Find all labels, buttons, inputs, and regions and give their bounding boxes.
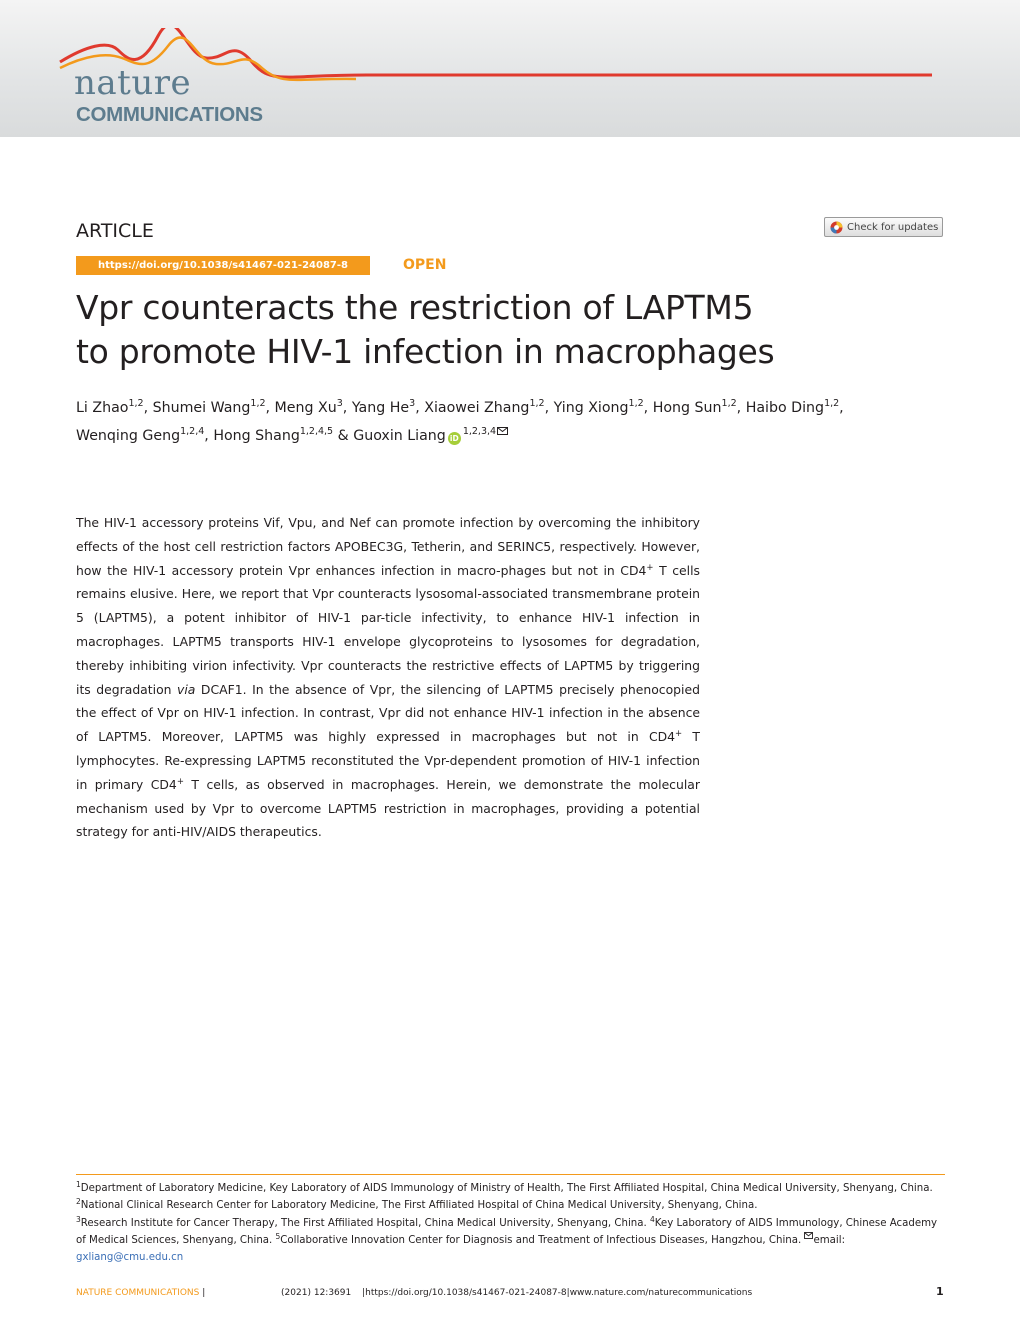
journal-logo-communications: COMMUNICATIONS <box>76 103 263 126</box>
open-access-label: OPEN <box>403 257 447 273</box>
footer-separator: | <box>199 1288 206 1298</box>
author-name[interactable]: Shumei Wang <box>152 400 251 416</box>
author-affiliation: 1,2 <box>250 398 266 409</box>
journal-header-band <box>0 0 1020 137</box>
footnote-number: 3 <box>76 1214 81 1224</box>
author-affiliation: 1,2 <box>628 398 644 409</box>
check-for-updates-label: Check for updates <box>847 221 939 233</box>
author-affiliation: 1,2 <box>128 398 144 409</box>
footer-journal-name: NATURE COMMUNICATIONS <box>76 1288 200 1298</box>
journal-logo-nature: nature <box>74 63 192 103</box>
crossmark-icon <box>830 221 843 234</box>
author-affiliation: 1,2,3,4 <box>462 426 497 437</box>
author-separator: , <box>143 400 153 416</box>
abstract-text: DCAF1. In the absence of Vpr, the silencing of LAPTM5 precisely phenocopied the effect of Vpr on HIV-1 infection. In contrast, Vpr did not enhance HIV-1 infection in the absence of LAPTM5. Moreover, LAPTM5 was highly expressed in macrophages but not in CD4 <box>76 681 700 745</box>
email-label: email: <box>813 1234 845 1246</box>
affiliation-text: National Clinical Research Center for Laboratory Medicine, The First Affiliated Hospital of China Medical University, Shenyang, China. <box>80 1200 758 1212</box>
email-link[interactable]: gxliang@cmu.edu.cn <box>76 1252 184 1264</box>
footnote-number: 2 <box>76 1197 81 1207</box>
check-for-updates-button[interactable] <box>824 217 943 237</box>
author-name[interactable]: Meng Xu <box>274 400 337 416</box>
affiliations-footnote <box>76 1180 945 1266</box>
abstract-text: The HIV-1 accessory proteins Vif, Vpu, and Nef can promote infection by overcoming the inhibitory effects of the host cell restriction factors APOBEC3G, Tetherin, and SERINC5, respectively. However, how the HIV-1 accessory protein Vpr enhances infection in macro-phages but not in CD4 <box>76 515 700 578</box>
author-name[interactable]: Li Zhao <box>76 400 129 416</box>
author-affiliation: 1,2,4 <box>180 426 205 437</box>
page-number: 1 <box>936 1285 944 1298</box>
abstract-italic: via <box>177 681 196 697</box>
author-affiliation: 1,2 <box>824 398 840 409</box>
abstract-text: T cells, as observed in macrophages. Herein, we demonstrate the molecular mechanism used by Vpr to overcome LAPTM5 restriction in macrophages, providing a potential strategy for anti-HIV/AIDS therapeutics. <box>76 776 700 840</box>
author-separator: , <box>643 400 653 416</box>
author-name[interactable]: Hong Shang <box>213 428 300 444</box>
author-affiliation: 3 <box>409 398 416 409</box>
author-separator: , <box>342 400 352 416</box>
doi-link[interactable]: https://doi.org/10.1038/s41467-021-24087-8 <box>76 256 370 275</box>
author-separator: , <box>265 400 275 416</box>
author-affiliation: 1,2,4,5 <box>299 426 334 437</box>
orcid-icon[interactable]: iD <box>448 432 461 445</box>
author-name[interactable]: Ying Xiong <box>553 400 629 416</box>
article-title <box>76 286 946 374</box>
article-type-label: ARTICLE <box>76 220 154 242</box>
footnote-number: 1 <box>76 1180 81 1189</box>
footer-year: (2021) <box>281 1288 311 1298</box>
affiliation-text: Key Laboratory of AIDS Immunology, Chinese Academy of Medical Sciences, Shenyang, China. <box>76 1217 938 1246</box>
affiliation-text: Collaborative Innovation Center for Diagnosis and Treatment of Infectious Diseases, Hangzhou, China. <box>280 1234 805 1246</box>
footnote-divider <box>76 1174 945 1175</box>
abstract-text: T cells remains elusive. Here, we report that Vpr counteracts lysosomal-associated transmembrane protein 5 (LAPTM5), a potent inhibitor of HIV-1 par-ticle infectivity, to enhance HIV-1 infection in macrophages. LAPTM5 transports HIV-1 envelope glycoproteins to lysosomes for degradation, thereby inhibiting virion infectivity. Vpr counteracts the restrictive effects of LAPTM5 by triggering its degradation <box>76 562 700 697</box>
footer-volume: 12:3691 <box>313 1288 352 1298</box>
abstract <box>76 511 700 844</box>
footer-url-link[interactable]: www.nature.com/naturecommunications <box>569 1288 753 1298</box>
author-name[interactable]: Guoxin Liang <box>353 428 446 444</box>
page-footer: NATURE COMMUNICATIONS | (2021) 12:3691 |https://doi.org/10.1038/s41467-021-24087-8|www.nature.com/naturecommunications <box>76 1288 753 1298</box>
author-name[interactable]: Yang He <box>351 400 410 416</box>
footnote-number: 5 <box>275 1231 281 1241</box>
superscript-plus: + <box>646 562 654 573</box>
title-line-1: Vpr counteracts the restriction of LAPTM5 <box>76 288 754 327</box>
envelope-icon[interactable] <box>497 427 508 435</box>
superscript-plus: + <box>176 776 184 787</box>
footer-doi-link[interactable]: https://doi.org/10.1038/s41467-021-24087-8 <box>365 1288 567 1298</box>
author-separator: , <box>204 428 214 444</box>
author-separator: & <box>333 428 354 444</box>
abstract-text: T lymphocytes. Re-expressing LAPTM5 reconstituted the Vpr-dependent promotion of HIV-1 infection in primary CD4 <box>76 729 700 792</box>
author-name[interactable]: Wenqing Geng <box>76 428 181 444</box>
footnote-number: 4 <box>649 1214 655 1224</box>
title-line-2: to promote HIV-1 infection in macrophages <box>76 332 775 371</box>
superscript-plus: + <box>675 729 683 740</box>
author-list <box>76 394 956 450</box>
author-affiliation: 1,2 <box>721 398 737 409</box>
affiliation-text: Research Institute for Cancer Therapy, The First Affiliated Hospital, China Medical University, Shenyang, China. <box>80 1217 650 1229</box>
affiliation-text: Department of Laboratory Medicine, Key Laboratory of AIDS Immunology of Ministry of Health, The First Affiliated Hospital, China Medical University, Shenyang, China. <box>80 1183 933 1194</box>
author-name[interactable]: Hong Sun <box>652 400 722 416</box>
author-separator: , <box>544 400 554 416</box>
author-name[interactable]: Xiaowei Zhang <box>424 400 530 416</box>
author-affiliation: 3 <box>336 398 343 409</box>
author-separator: , <box>839 400 844 416</box>
author-separator: , <box>736 400 746 416</box>
author-name[interactable]: Haibo Ding <box>745 400 825 416</box>
author-separator: , <box>415 400 425 416</box>
author-affiliation: 1,2 <box>529 398 545 409</box>
